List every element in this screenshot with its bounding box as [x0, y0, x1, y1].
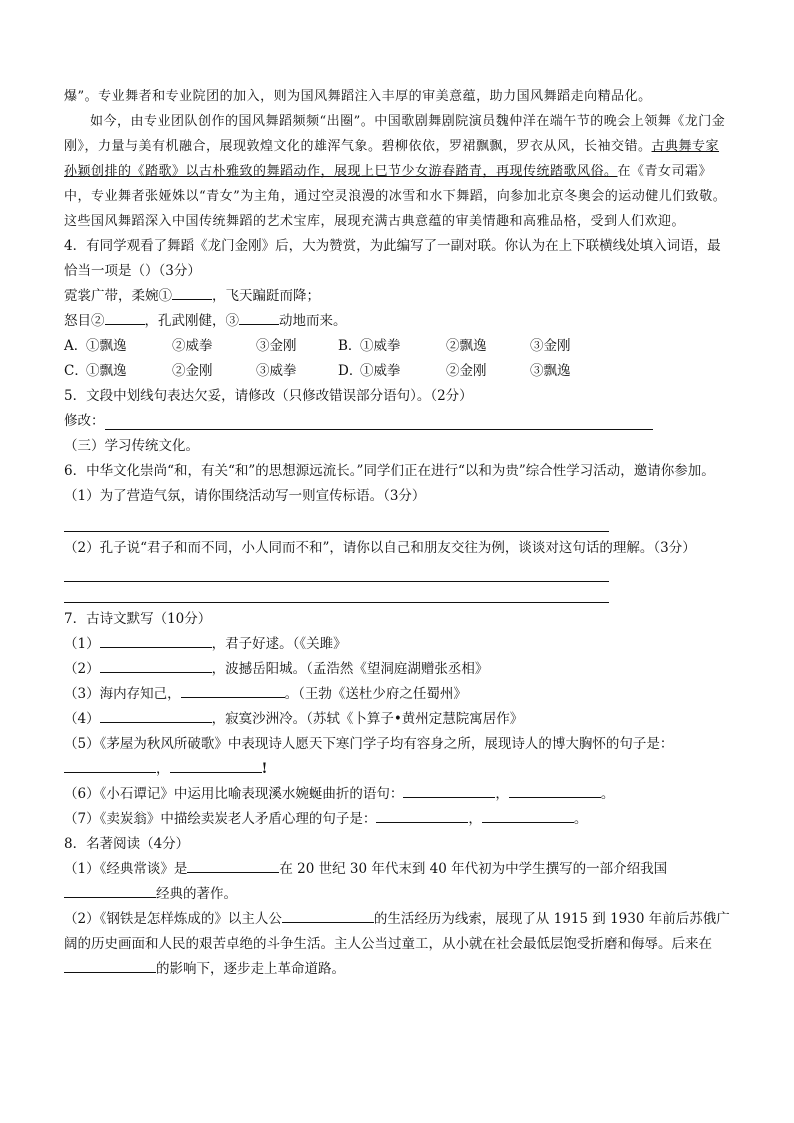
answer-blank-1[interactable] [172, 284, 212, 300]
item-text: 。 [573, 811, 588, 827]
option-d-item-3: ③飘逸 [530, 363, 571, 379]
book-question-2 [64, 907, 732, 982]
revise-row [64, 409, 732, 434]
influence-blank[interactable] [64, 957, 156, 973]
question-8-stem: 8．名著阅读（4分） [64, 836, 190, 852]
option-a-item-2: ②威拳 [172, 338, 213, 354]
revise-answer-line[interactable] [105, 409, 653, 430]
slogan-answer-line[interactable] [64, 509, 609, 532]
author-blank[interactable] [187, 857, 279, 873]
passage-text: 如今，由专业团队创作的国风舞蹈频频“出圈”。中国歌剧舞剧院演员魏仲洋在端午节的晚会上领舞《龙门金刚》，力量与美有机融合，展现敦煌文化的雄浑气象。碧柳依依，罗裙飘飘，罗衣从风，长袖交错。 [64, 114, 726, 154]
passage-text: 在《青女司霜》中，专业舞者张娅姝以“青女”为主角，通过空灵浪漫的冰雪和水下舞蹈，向参加北京冬奥会的运动健儿们致敬。这些国风舞蹈深入中国传统舞蹈的艺术宝库，展现充满古典意蕴的审美情趣和高雅品格，受到人们欢迎。 [64, 164, 727, 229]
item-text: （1） [64, 636, 100, 652]
item-text: ， [468, 811, 482, 827]
recite-blank-5b[interactable] [170, 757, 262, 773]
recite-7 [64, 807, 732, 832]
question-6 [64, 459, 732, 603]
option-b-item-3: ③金刚 [530, 338, 571, 354]
item-text: 。（王勃《送杜少府之任蜀州》 [284, 686, 467, 702]
item-text: 经典的著作。 [156, 886, 237, 902]
recite-5-answers [64, 757, 732, 782]
exam-page [64, 84, 732, 982]
couplet-text: ，孔武刚健，③ [144, 313, 239, 329]
item-text: ， [156, 761, 170, 777]
recite-2 [64, 657, 732, 682]
option-a-item-3: ③金刚 [256, 338, 297, 354]
recite-6 [64, 782, 732, 807]
option-b-letter[interactable]: B． [338, 338, 362, 354]
recite-blank-2[interactable] [100, 657, 212, 673]
passage-paragraph-2 [64, 109, 732, 234]
couplet-line-2 [64, 309, 732, 334]
question-5 [64, 384, 732, 434]
item-text: （6）《小石谭记》中运用比喻表现溪水婉蜒曲折的语句： [64, 786, 404, 802]
couplet-line-1 [64, 284, 732, 309]
question-5-stem: 5．文段中划线句表达欠妥，请修改（只修改错误部分语句）。（2分） [64, 388, 473, 404]
question-4-stem: 4．有同学观看了舞蹈《龙门金刚》后，大为赞赏，为此编写了一副对联。你认为在上下联横线处填入词语，最恰当一项是（）（3分） [64, 238, 721, 279]
option-c-item-2: ②金刚 [172, 363, 213, 379]
answer-line-1[interactable] [64, 561, 609, 582]
item-text: （3）海内存知己， [64, 686, 181, 702]
section-3-title: （三）学习传统文化。 [64, 438, 199, 454]
book-question-1 [64, 857, 732, 907]
option-c-item-1: ①飘逸 [86, 363, 127, 379]
item-text: 在 20 世纪 30 年代末到 40 年代初为中学生撰写的一部介绍我国 [279, 861, 668, 877]
hero-blank[interactable] [282, 907, 374, 923]
option-c-item-3: ③威拳 [256, 363, 297, 379]
recite-4 [64, 707, 732, 732]
item-text: ，寂寞沙洲冷。（苏轼《卜算子•黄州定慧院寓居作》 [211, 711, 524, 727]
item-text: （4） [64, 711, 100, 727]
item-text: ，君子好逑。（《关雎》 [211, 636, 347, 652]
question-4 [64, 234, 732, 384]
passage-paragraph-1: 爆”。专业舞者和专业院团的加入，则为国风舞蹈注入丰厚的审美意蕴，助力国风舞蹈走向精品化。 [64, 89, 652, 104]
classic-blank[interactable] [64, 882, 156, 898]
recite-blank-7b[interactable] [482, 807, 574, 823]
recite-blank-5a[interactable] [64, 757, 156, 773]
question-6-stem: 6．中华文化崇尚“和，有关“和”的思想源远流长。”同学们正在进行“以和为贵”综合性学习活动，邀请你参加。 [64, 463, 715, 479]
option-d-letter[interactable]: D． [338, 363, 363, 379]
question-8 [64, 832, 732, 982]
item-text: （2）《钢铁是怎样炼成的》以主人公 [64, 911, 282, 927]
recite-5: （5）《茅屋为秋风所破歌》中表现诗人愿天下寒门学子均有容身之所，展现诗人的博大胸怀的句子是： [64, 736, 674, 752]
question-7 [64, 607, 732, 832]
item-text: 的生活经历为线索，展现了从 1915 到 1930 年前后苏俄广阔的历史画面和人民的艰苦卓绝的斗争生活。主人公当过童工，从小就在社会最低层饱受折磨和侮辱。后来在 [64, 911, 730, 952]
option-a-letter[interactable]: A． [64, 338, 88, 354]
option-d-item-2: ②金刚 [446, 363, 487, 379]
recite-blank-4[interactable] [100, 707, 212, 723]
recite-blank-1[interactable] [100, 632, 212, 648]
item-text: ， [495, 786, 509, 802]
question-7-stem: 7．古诗文默写（10分） [64, 611, 212, 627]
options-row-1 [64, 334, 732, 359]
option-b-item-1: ①威拳 [360, 338, 401, 354]
option-d-item-1: ①威拳 [360, 363, 401, 379]
item-text: ! [261, 761, 268, 777]
option-b-item-2: ②飘逸 [446, 338, 487, 354]
item-text: 的影响下，逐步走上革命道路。 [156, 961, 345, 977]
recite-blank-3[interactable] [181, 682, 285, 698]
option-a-item-1: ①飘逸 [86, 338, 127, 354]
recite-blank-6b[interactable] [509, 782, 601, 798]
item-text: 。 [600, 786, 615, 802]
item-text: （7）《卖炭翁》中描绘卖炭老人矛盾心理的句子是： [64, 811, 377, 827]
answer-blank-2[interactable] [105, 309, 145, 325]
reading-passage [64, 84, 732, 234]
couplet-text: 霓裳广带，柔婉① [64, 288, 172, 304]
answer-line-2[interactable] [64, 582, 609, 603]
option-c-letter[interactable]: C． [64, 363, 88, 379]
question-6-sub-1: （1）为了营造气氛，请你围绕活动写一则宣传标语。（3分） [64, 488, 426, 504]
recite-1 [64, 632, 732, 657]
recite-blank-6a[interactable] [403, 782, 495, 798]
couplet-text: 动地而来。 [279, 313, 347, 329]
recite-3 [64, 682, 732, 707]
item-text: （2） [64, 661, 100, 677]
couplet-text: ，飞天蹁跹而降； [212, 288, 320, 304]
recite-blank-7a[interactable] [376, 807, 468, 823]
revise-label: 修改： [64, 413, 105, 429]
underlined-sentence: 古典舞专家孙颖创排的《踏歌》以古朴雅致的舞蹈动作，展现上巳节少女游春踏青，再现传统踏歌风俗。 [64, 139, 720, 179]
couplet-text: 怒目② [64, 313, 105, 329]
item-text: ，波撼岳阳城。（孟浩然《望洞庭湖赠张丞相》 [211, 661, 489, 677]
options-row-2 [64, 359, 732, 384]
answer-blank-3[interactable] [239, 309, 279, 325]
item-text: （1）《经典常谈》是 [64, 861, 188, 877]
question-6-sub-2: （2）孔子说“君子和而不同，小人同而不和”，请你以自己和朋友交往为例，谈谈对这句话的理解。（3分） [64, 540, 696, 556]
